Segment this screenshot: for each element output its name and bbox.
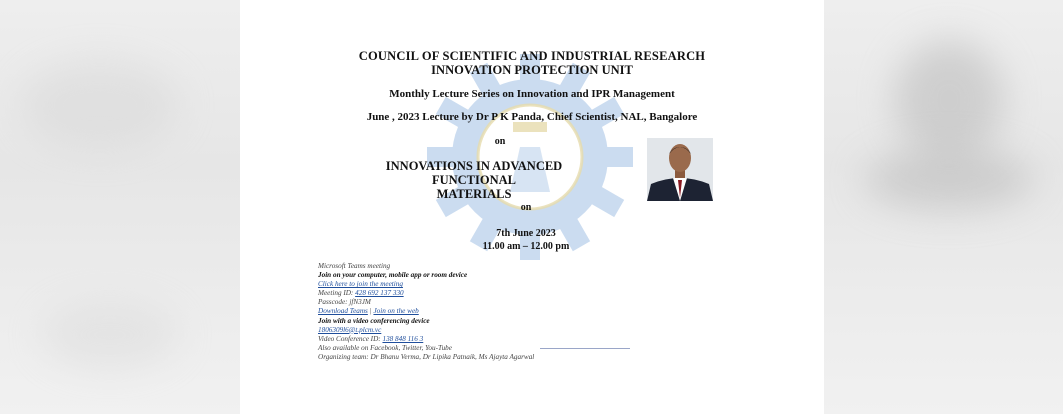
topic-title (344, 159, 604, 201)
lecture-line: June , 2023 Lecture by Dr P K Panda, Chief Scientist, NAL, Bangalore (366, 111, 698, 123)
speaker-photo (647, 138, 713, 201)
link-separator: | (369, 307, 372, 316)
meeting-id-label: Meeting ID: (318, 289, 354, 298)
blurred-right-background (824, 0, 1063, 414)
teams-links-row (318, 307, 534, 316)
event-time: 11.00 am – 12.00 pm (482, 241, 570, 252)
passcode: Passcode: jfN3JM (318, 298, 371, 307)
join-web-link[interactable]: Join on the web (373, 307, 419, 316)
on-label-2: on (520, 202, 532, 213)
join-meeting-link[interactable]: Click here to join the meeting (318, 280, 403, 289)
video-address-link[interactable]: 1806309l6@t.plcm.vc (318, 325, 382, 334)
meeting-id-row (318, 289, 534, 298)
vc-id[interactable]: 138 848 116 3 (382, 334, 424, 343)
vc-id-row (318, 335, 534, 344)
vc-id-label: Video Conference ID: (318, 334, 381, 343)
organizing-team: Organizing team: Dr Bhanu Verma, Dr Lipika Patnaik, Ms Ajayta Agarwal (318, 352, 535, 361)
series-title: Monthly Lecture Series on Innovation and IPR Management (389, 88, 675, 100)
divider-line (540, 348, 630, 349)
topic-line-1: INNOVATIONS IN ADVANCED FUNCTIONAL (385, 159, 563, 187)
meeting-id[interactable]: 428 692 137 330 (355, 289, 404, 298)
unit-name: INNOVATION PROTECTION UNIT (431, 63, 633, 77)
download-teams-link[interactable]: Download Teams (318, 307, 368, 316)
blurred-left-background (0, 0, 240, 414)
join-heading: Join on your computer, mobile app or room device (318, 271, 468, 280)
video-heading: Join with a video conferencing device (318, 316, 430, 325)
topic-line-2: MATERIALS (436, 187, 512, 201)
meeting-platform: Microsoft Teams meeting (318, 262, 391, 270)
org-name: COUNCIL OF SCIENTIFIC AND INDUSTRIAL RESEARCH (358, 49, 706, 63)
meeting-details (318, 262, 534, 362)
lecture-flyer (240, 0, 824, 414)
event-date: 7th June 2023 (496, 228, 556, 239)
social-availability: Also available on Facebook, Twitter, You-Tube (318, 343, 452, 352)
event-datetime (240, 227, 818, 253)
on-label: on (494, 136, 506, 147)
